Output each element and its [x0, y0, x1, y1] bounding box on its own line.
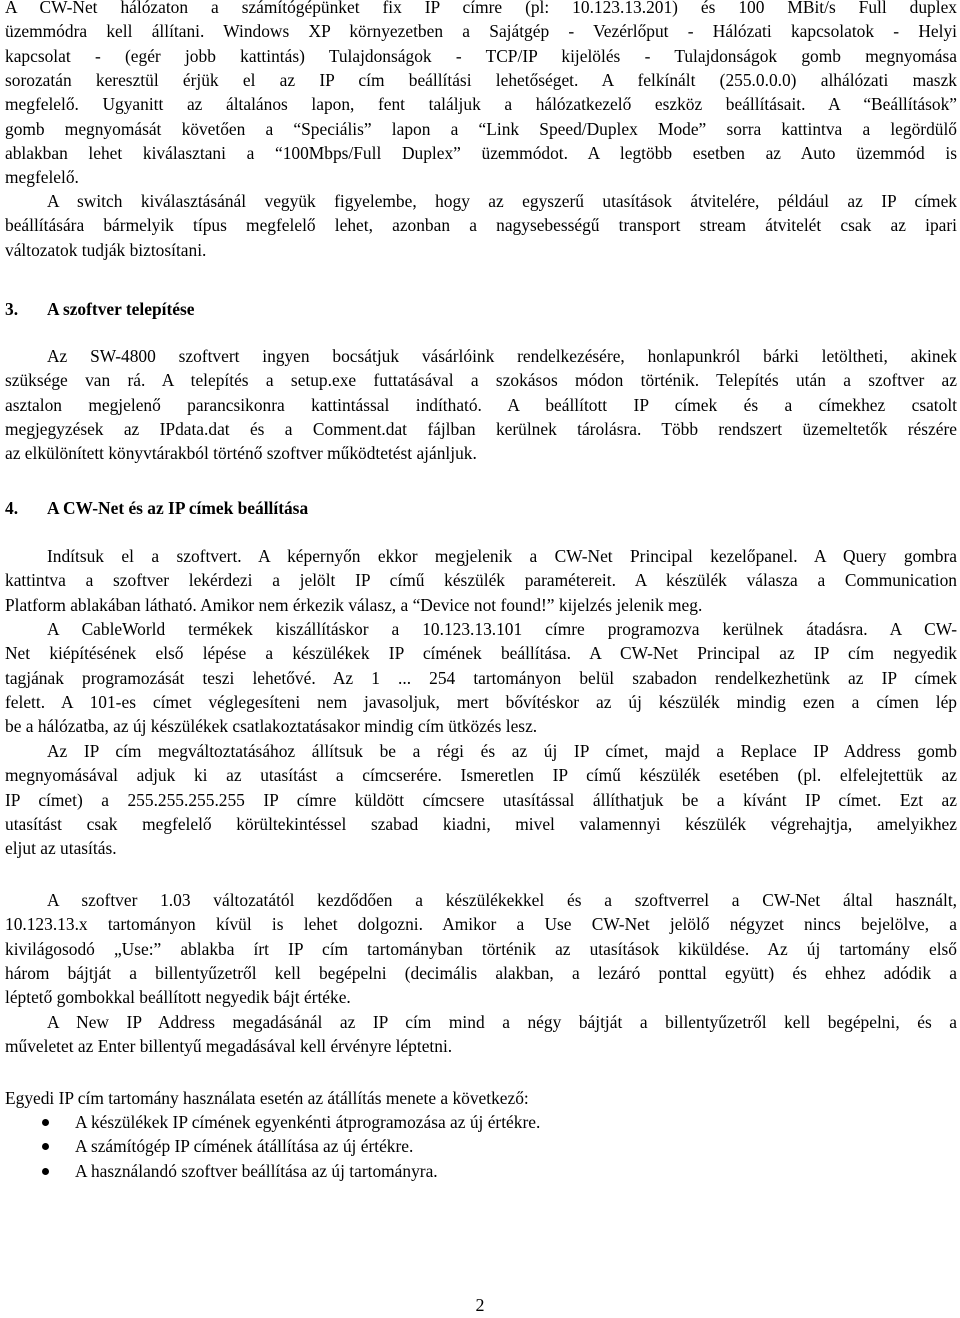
text-line: A switch kiválasztásánál vegyük figyelembe, hogy az egyszerű utasítások átvitelére, például az IP címek	[47, 191, 957, 211]
text-line: műveletet az Enter billentyű megadásával kell érvényre léptetni.	[5, 1036, 453, 1057]
text-line: eljut az utasítás.	[5, 838, 117, 859]
text-line: kapcsolat - (egér jobb kattintás) Tulajdonságok - TCP/IP kijelölés - Tulajdonságok gomb megnyomása	[5, 45, 957, 66]
text-line: beállítására bármelyik típus megfelelő lehet, azonban a nagysebességű transport stream átvitelét csak az ipari	[5, 215, 957, 236]
procedure-list	[5, 1110, 957, 1183]
text-line: Az SW-4800 szoftvert ingyen bocsátjuk vásárlóink rendelkezésére, honlapunkról bárki letöltheti, akinek	[47, 346, 957, 366]
text-line: Net kiépítésének első lépése a készülékek IP címének beállítása. A CW-Net Principal az IP cím negyedik	[5, 643, 957, 664]
section-number: 4.	[5, 498, 19, 518]
text-line: megnyomásával adjuk ki az utasítást a címcserére. Ismeretlen IP című készülék esetében (pl. elfelejtettük az	[5, 765, 957, 786]
text-line: be a hálózatba, az új készülékek csatlakoztatásakor mindig cím ütközés lesz.	[5, 716, 538, 737]
text-line: kattintva a szoftver lekérdezi a jelölt IP című készülék paramétereit. A készülék válasza a Communication	[5, 570, 957, 591]
bullet-icon	[42, 1143, 49, 1150]
text-line: Platform ablakában látható. Amikor nem érkezik válasz, a “Device not found!” kijelzés jelenik meg.	[5, 594, 703, 615]
paragraph-network-settings	[5, 0, 957, 190]
text-line: sorozatán keresztül érjük el az IP cím beállítási lehetőséget. A felkínált (255.0.0.0) alhálózati maszk	[5, 70, 957, 91]
text-line: üzemmódra kell állítani. Windows XP környezetben a Sajátgép - Vezérlőput - Hálózati kapcsolatok - Helyi	[5, 21, 957, 42]
page-number: 2	[475, 1295, 485, 1315]
list-item: A használandó szoftver beállítása az új tartományra.	[5, 1159, 957, 1183]
text-line: gomb megnyomását követően a “Speciális” lapon a “Link Speed/Duplex Mode” sorra kattintva a legördülő	[5, 118, 957, 139]
paragraph-switch	[5, 189, 957, 262]
text-line: A New IP Address megadásánál az IP cím mind a négy bájtját a billentyűzetről kell begépelni, és a	[47, 1012, 957, 1032]
text-line: Egyedi IP cím tartomány használata esetén az átállítás menete a következő:	[5, 1088, 529, 1108]
text-line: asztalon megjelenő parancsikonra kattintással indítható. A beállított IP címek és a címekhez csatolt	[5, 394, 957, 415]
text-line: az elkülönített könyvtárakból történő szoftver működtetést ajánljuk.	[5, 443, 477, 464]
text-line: A CW-Net hálózaton a számítógépünket fix IP címre (pl: 10.123.13.201) és 100 MBit/s Full duplex	[5, 0, 957, 17]
paragraph-procedure-intro	[5, 1086, 957, 1110]
section-title: A CW-Net és az IP címek beállítása	[47, 498, 309, 518]
paragraph-replace-address	[5, 739, 957, 861]
text-line: megfelelő.	[5, 167, 79, 188]
list-item: A számítógép IP címének átállítása az új értékre.	[5, 1134, 957, 1158]
bullet-icon	[42, 1168, 49, 1175]
bullet-icon	[42, 1119, 49, 1126]
text-line: három bájtját a billentyűzetről kell begépelni (decimális alakban, a lezáró ponttal együtt) és ehhez adódik a	[5, 963, 957, 984]
section-heading-3	[5, 297, 194, 321]
list-item: A készülékek IP címének egyenkénti átprogramozása az új értékre.	[5, 1110, 957, 1134]
paragraph-default-address	[5, 617, 957, 739]
text-line: léptető gombokkal beállított negyedik bájt értéke.	[5, 987, 351, 1008]
text-line: A szoftver 1.03 változatától kezdődően a készülékekkel és a szoftverrel a CW-Net által használt,	[47, 890, 957, 910]
text-line: felett. A 101-es címet véglegesíteni nem javasoljuk, mert bővítéskor az új készülék mindig ezen a címen lép	[5, 692, 957, 713]
text-line: A CableWorld termékek kiszállításkor a 10.123.13.101 címre programozva kerülnek átadásra. A CW-	[47, 619, 957, 639]
section-number: 3.	[5, 299, 19, 319]
text-line: szüksége van rá. A telepítés a setup.exe futtatásával a szokásos módon történik. Telepítés után a szoftver az	[5, 370, 957, 391]
text-line: változatok tudják biztosítani.	[5, 239, 207, 260]
paragraph-new-ip	[5, 1010, 957, 1059]
text-line: megjegyzések az IPdata.dat és a Comment.dat fájlban kerülnek tárolásra. Több rendszert üzemeltetők részére	[5, 419, 957, 440]
paragraph-version-103	[5, 888, 957, 1010]
section-title: A szoftver telepítése	[47, 299, 195, 319]
text-line: 10.123.13.x tartományon kívül is lehet dolgozni. Amikor a Use CW-Net jelölő négyzet nincs bejelölve, a	[5, 914, 957, 935]
paragraph-start-software	[5, 544, 957, 617]
text-line: megfelelő. Ugyanitt az általános lapon, fent találjuk a hálózatkezelő eszköz beállításait. A “Beállítások”	[5, 94, 957, 115]
text-line: utasítást csak megfelelő körültekintéssel szabad kiadni, mivel valamennyi készülék végrehajtja, amelyikhez	[5, 814, 957, 835]
text-line: Indítsuk el a szoftvert. A képernyőn ekkor megjelenik a CW-Net Principal kezelőpanel. A Query gombra	[47, 546, 957, 566]
text-line: tagjának programozását teszi lehetővé. Az 1 ... 254 tartományon belül szabadon rendelkezhetünk az IP címek	[5, 667, 957, 688]
text-line: kivilágosodó „Use:” ablakba írt IP cím tartományban történik az utasítások kiküldése. Az új tartomány első	[5, 938, 957, 959]
text-line: IP címet) a 255.255.255.255 IP címre küldött címcsere utasítással állíthatjuk be a kívánt IP címet. Ezt az	[5, 789, 957, 810]
text-line: ablakban lehet kiválasztani a “100Mbps/Full Duplex” üzemmódot. A legtöbb esetben az Auto üzemmód is	[5, 143, 957, 164]
paragraph-software-install	[5, 344, 957, 466]
text-line: Az IP cím megváltoztatásához állítsuk be a régi és az új IP címet, majd a Replace IP Address gomb	[47, 741, 957, 761]
section-heading-4	[5, 496, 308, 520]
